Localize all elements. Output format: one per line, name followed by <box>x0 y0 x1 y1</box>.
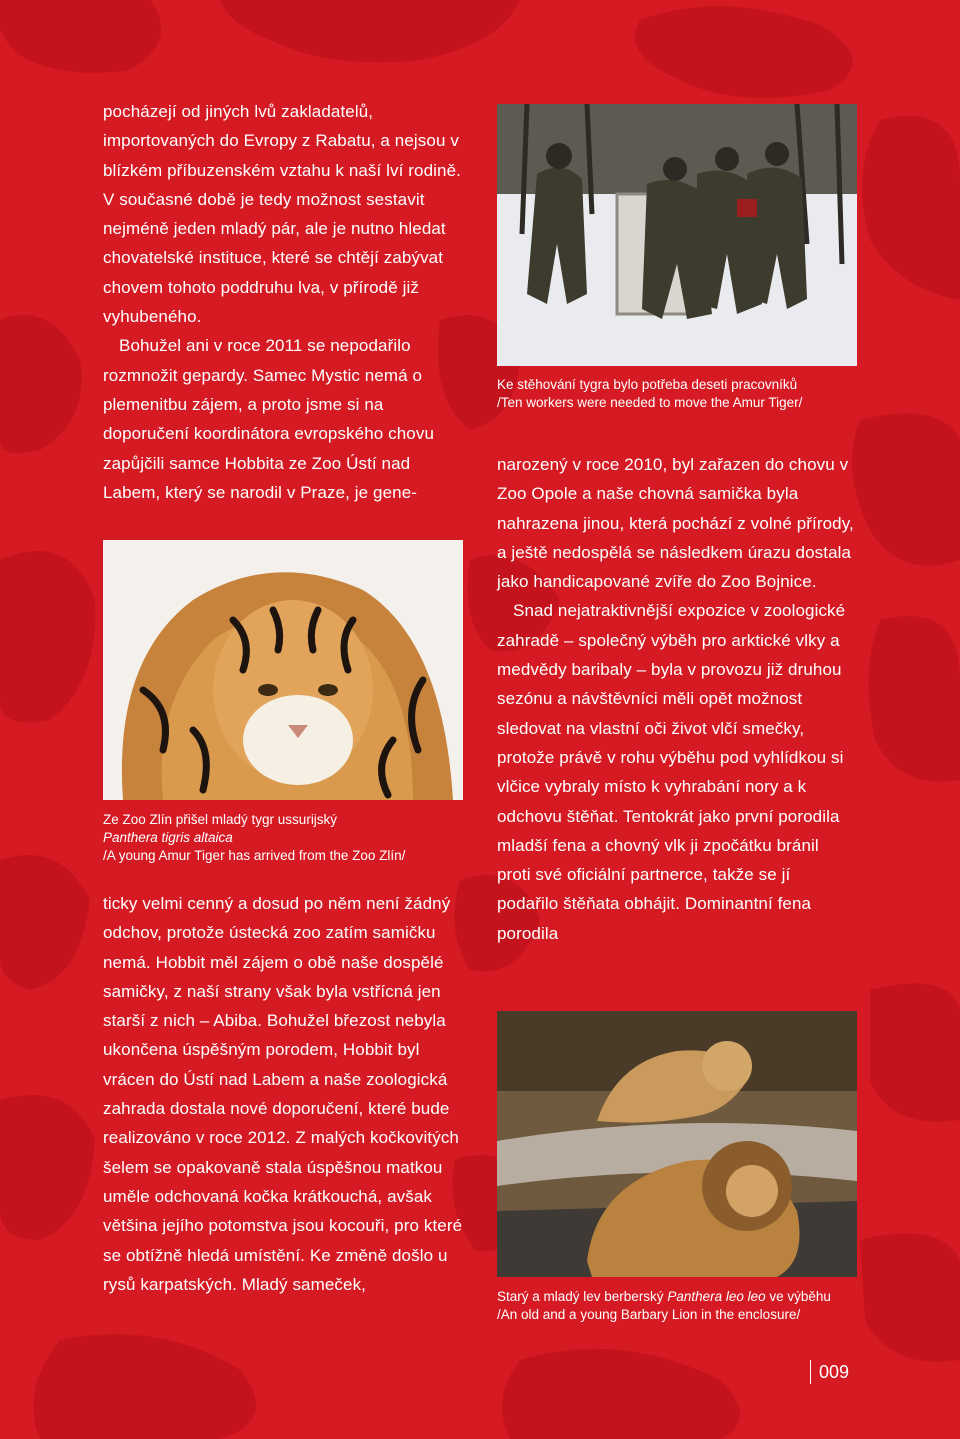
article-paragraph: Snad nejatraktivnější expozice v zoologické zahradě – společný výběh pro arktické vlky a medvědy baribaly – byla v provozu již druhou sezónu a návštěvníci měli opět možnost sledovat na vlastní oči život vlčí smečky, protože právě v rohu výběhu pod vyhlídkou si vlčice vybraly místo k vyhrabání nory a k odchovu štěňat. Tentokrát jako první porodila mladší fena a chovný vlk ji zpočátku bránil proti své oficiální partnerce, takže se jí podařilo štěňata obhájit. Dominantní fena porodila <box>497 601 846 943</box>
caption-line: Ze Zoo Zlín přišel mladý tygr ussurijský <box>103 812 338 827</box>
caption-line: Ke stěhování tygra bylo potřeba deseti pracovníků <box>497 377 798 392</box>
article-paragraph: narozený v roce 2010, byl zařazen do chovu v Zoo Opole a naše chovná samička byla nahrazena jinou, která pochází z volné přírody, a ještě nedospělá se následkem úrazu dostala jako handicapované zvíře do Zoo Bojnice. <box>497 455 854 592</box>
caption-latin-name: Panthera tigris altaica <box>103 830 233 845</box>
tiger-photo-caption <box>103 811 463 865</box>
caption-text: Starý a mladý lev berberský <box>497 1289 668 1304</box>
caption-line-english: /Ten workers were needed to move the Amur Tiger/ <box>497 395 803 410</box>
caption-line-english: /An old and a young Barbary Lion in the enclosure/ <box>497 1307 801 1322</box>
left-column-top-text <box>103 97 463 507</box>
page-number: 009 <box>810 1360 849 1384</box>
right-column-text <box>497 450 855 948</box>
workers-photo-caption <box>497 376 877 412</box>
caption-latin-name: Panthera leo leo <box>667 1289 766 1304</box>
caption-line-english: /A young Amur Tiger has arrived from the Zoo Zlín/ <box>103 848 406 863</box>
lions-photo <box>497 1011 857 1277</box>
article-paragraph: pocházejí od jiných lvů zakladatelů, importovaných do Evropy z Rabatu, a nejsou v blízkém příbuzenském vztahu k naší lví rodině. V současné době je tedy možnost sestavit nejméně jeden mladý pár, ale je nutno hledat chovatelské instituce, které se chtějí zabývat chovem tohoto poddruhu lva, v přírodě již vyhubeného. <box>103 102 461 327</box>
caption-text: ve výběhu <box>765 1289 831 1304</box>
caption-line <box>497 1288 877 1306</box>
article-paragraph: ticky velmi cenný a dosud po něm není žádný odchov, protože ústecká zoo zatím samičku nemá. Hobbit měl zájem o obě naše dospělé samičky, z naší strany však byla vstřícná jen starší z nich – Abiba. Bohužel březost nebyla ukončena úspěšným porodem, Hobbit byl vrácen do Ústí nad Labem a naše zoologická zahrada dostala nové doporučení, které bude realizováno v roce 2012. Z malých kočkovitých šelem se opakovaně stala úspěšnou matkou uměle odchovaná kočka krátkouchá, avšak většina jejího potomstva jsou kocouři, pro které se obtížně hledá umístění. Ke změně došlo u rysů karpatských. Mladý sameček, <box>103 894 463 1294</box>
left-column-bottom-text <box>103 889 463 1299</box>
article-paragraph: Bohužel ani v roce 2011 se nepodařilo rozmnožit gepardy. Samec Mystic nemá o plemenitbu zájem, a proto jsme si na doporučení koordinátora evropského chovu zapůjčili samce Hobbita ze Zoo Ústí nad Labem, který se narodil v Praze, je gene- <box>103 336 434 502</box>
lions-photo-caption <box>497 1288 877 1324</box>
tiger-photo <box>103 540 463 800</box>
workers-moving-tiger-photo <box>497 104 857 366</box>
